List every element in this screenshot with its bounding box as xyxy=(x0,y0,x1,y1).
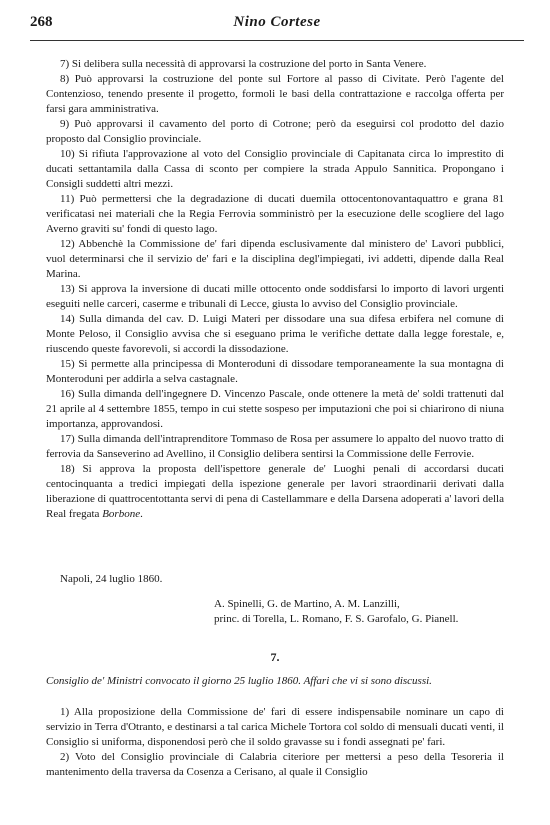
page-number: 268 xyxy=(30,14,53,30)
header-rule xyxy=(30,40,524,41)
signatures-line-1: A. Spinelli, G. de Martino, A. M. Lanzilli, xyxy=(214,598,400,610)
decision-item-7: 7) Si delibera sulla necessità di approvarsi la costruzione del porto in Santa Venere. xyxy=(60,58,427,70)
section-title: Consiglio de' Ministri convocato il giorno 25 luglio 1860. Affari che vi si sono discussi. xyxy=(46,675,432,687)
decision-item-8: 8) Può approvarsi la costruzione del ponte sul Fortore al passo di Civitate. Però l'agente del Contenzioso, tenendo presente il progetto, formoli le basi della contrattazione e raccolga offerta per farsi gara amministrativa. xyxy=(46,73,504,115)
decision-item-18 xyxy=(46,462,504,522)
decision-list xyxy=(46,57,504,522)
signoff-date: Napoli, 24 luglio 1860. xyxy=(60,573,163,585)
section-item-2: 2) Voto del Consiglio provinciale di Calabria citeriore per mettersi a peso della Tesoreria il mantenimento della traversa da Cosenza a Cerisano, al quale il Consiglio xyxy=(46,751,504,778)
decision-item-15: 15) Si permette alla principessa di Monteroduni di dissodare temporaneamente la sua montagna di Monteroduni per addirla a selva castagnale. xyxy=(46,358,504,385)
ship-name: Borbone xyxy=(102,508,141,520)
running-head: Nino Cortese xyxy=(233,14,321,30)
signoff-block xyxy=(46,572,504,627)
decision-item-17: 17) Sulla dimanda dell'intraprenditore Tommaso de Rosa per assumere lo appalto del nuovo tratto di ferrovia da Sanseverino ad Avellino, il Consiglio delibera sentirsi la Commissione delle Ferrovie. xyxy=(46,433,504,460)
decision-item-13: 13) Si approva la inversione di ducati mille ottocento onde soddisfarsi lo importo di lavori urgenti eseguiti nelle carceri, caserme e tribunali di Lecce, giusta lo avviso del Consiglio provinciale. xyxy=(46,283,504,310)
decision-item-18-end: . xyxy=(140,508,143,520)
decision-item-9: 9) Può approvarsi il cavamento del porto di Cotrone; però da eseguirsi col prodotto del dazio proposto dal Consiglio provinciale. xyxy=(46,118,504,145)
decision-item-11: 11) Può permettersi che la degradazione di ducati duemila ottocentonovantaquattro e grana 81 verificatasi nei materiali che la Regia Ferrovia somministrò per la esecuzione delle scogliere del lago Averno graviti su' fondi di questo lago. xyxy=(46,193,504,235)
decision-item-12: 12) Abbenchè la Commissione de' fari dipenda esclusivamente dal ministero de' Lavori pubblici, vuol determinarsi che il servizio de' fari e la disciplina degl'impiegati, ivi addetti, dipende dalla Real Marina. xyxy=(46,238,504,280)
decision-item-10: 10) Si rifiuta l'approvazione al voto del Consiglio provinciale di Capitanata circa lo imprestito di ducati settantamila dalla Cassa di sconto per compiere la strada Appulo Sannitica. Propongano i Consigli suddetti altri mezzi. xyxy=(46,148,504,190)
signatures xyxy=(46,597,504,627)
signatures-line-2: princ. di Torella, L. Romano, F. S. Garofalo, G. Pianell. xyxy=(214,613,459,625)
section-item-1: 1) Alla proposizione della Commissione de' fari di essere indispensabile nominare un capo di servizio in Terra d'Otranto, e destinarsi a tal carica Michele Tortora col soldo di mensuali ducati venti, il Consiglio si uniforma, disponendosi però che il soldo gravasse su i fondi assegnati pe' fari. xyxy=(46,706,504,748)
decision-item-14: 14) Sulla dimanda del cav. D. Luigi Materi per dissodare una sua difesa erbifera nel comune di Monte Peloso, il Consiglio avvisa che si eseguano prima le verifiche dettate dalla legge forestale, e, riuscendo queste favorevoli, si accordi la dissodazione. xyxy=(46,313,504,355)
page-header xyxy=(30,14,524,40)
decision-item-16: 16) Sulla dimanda dell'ingegnere D. Vincenzo Pascale, onde ottenere la metà de' soldi trattenuti dal 21 aprile al 4 settembre 1855, tempo in cui stette sospeso per imputazioni che poi si chiarirono di niuna importanza, approvandosi. xyxy=(46,388,504,430)
decision-item-18-text: 18) Si approva la proposta dell'ispettore generale de' Luoghi penali di accordarsi ducati centocinquanta a tredici impiegati della ispezione generale per lavori straordinarii derivati dalla liberazione di quattrocentottanta servi di pena di Castellammare e della Darsena adoperati a' lavori della Real fregata xyxy=(46,463,504,520)
section-body xyxy=(46,705,504,780)
section-number: 7. xyxy=(270,650,280,664)
